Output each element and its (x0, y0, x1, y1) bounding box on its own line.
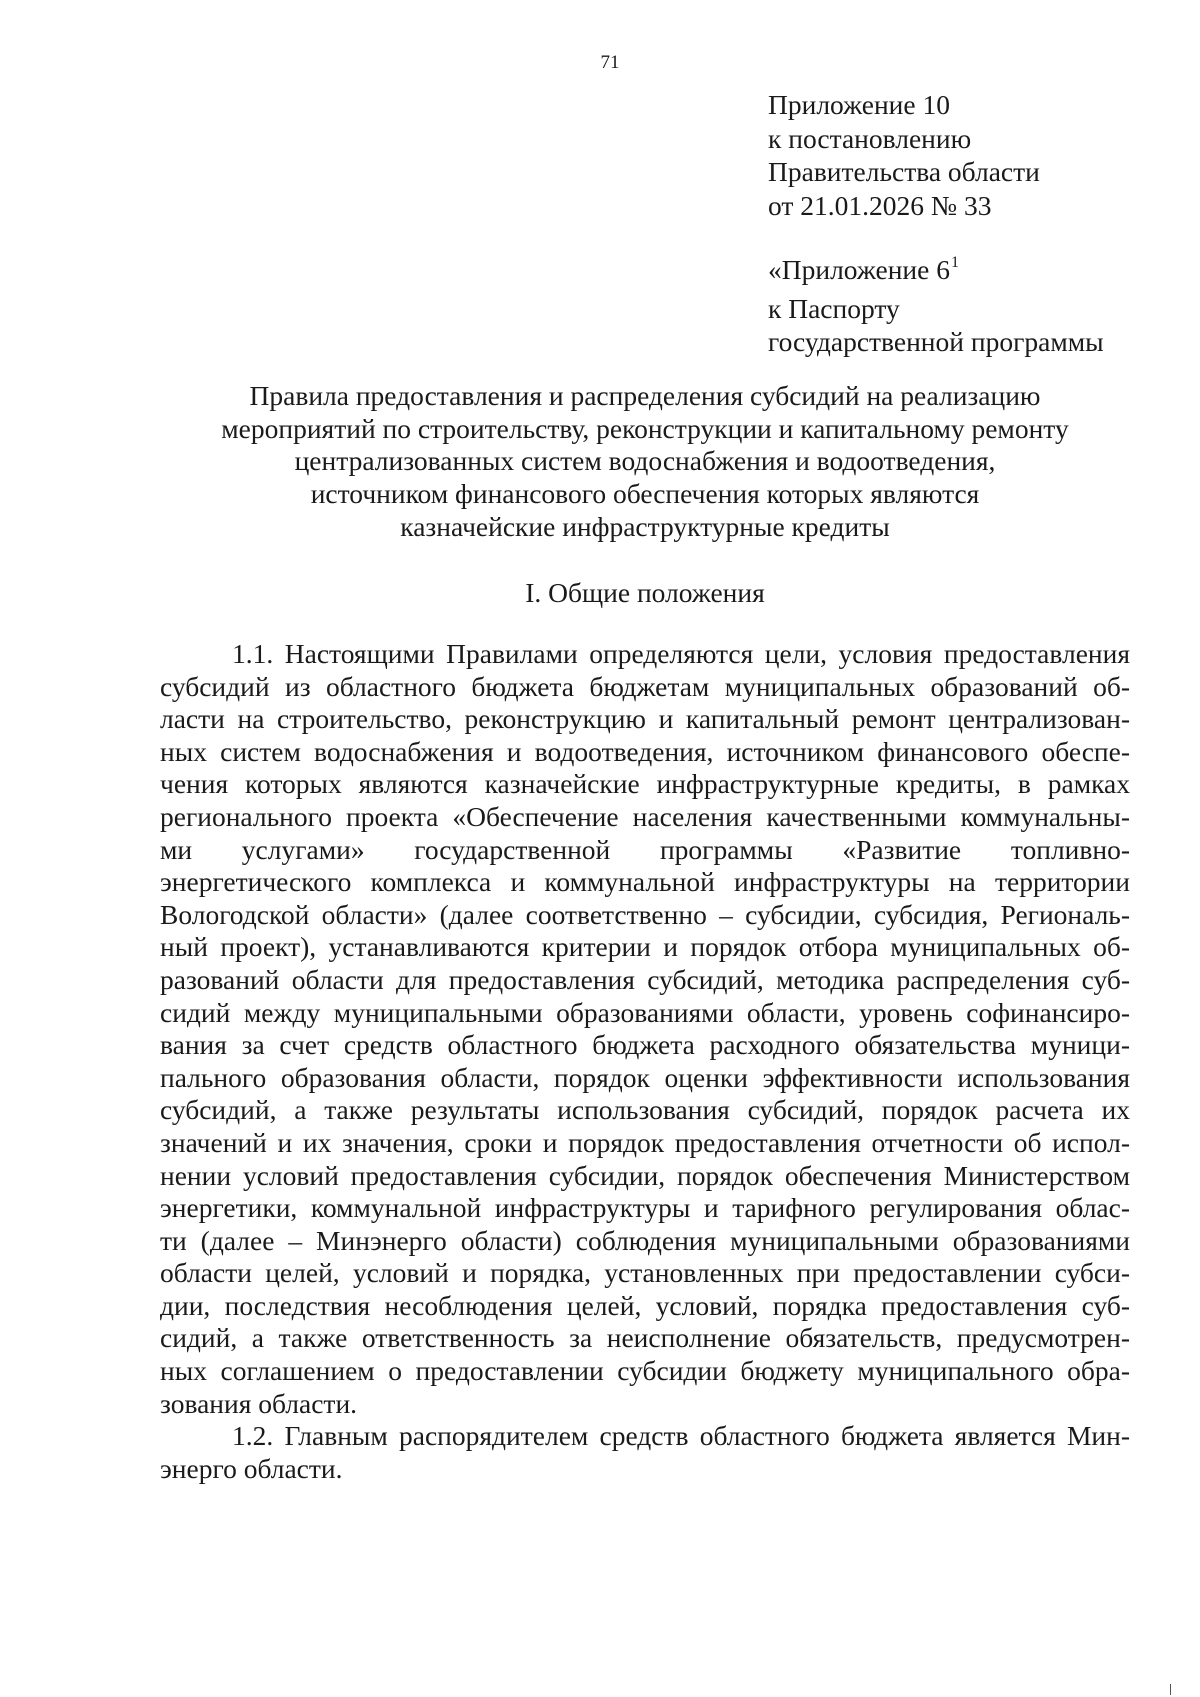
paragraph-line: энергетики, коммунальной инфраструктуры и тарифного регулирования облас- (160, 1192, 1130, 1224)
paragraph-line: регионального проекта «Обеспечение населения качественными коммунальны- (160, 800, 1130, 832)
superscript: 1 (950, 254, 959, 271)
paragraph-line: дии, последствия несоблюдения целей, условий, порядка предоставления суб- (160, 1289, 1130, 1321)
title-line: Правила предоставления и распределения субсидий на реализацию (249, 380, 1041, 411)
paragraph-line: сидий между муниципальными образованиями области, уровень софинансиро- (160, 996, 1130, 1028)
paragraph-line: энерго области. (160, 1452, 343, 1484)
appendix-block (768, 88, 1040, 222)
paragraph-line: нении условий предоставления субсидии, порядок обеспечения Министерством (160, 1159, 1130, 1191)
title-line: казначейские инфраструктурные кредиты (400, 510, 890, 542)
appendix-line: Приложение 10 (768, 89, 950, 120)
paragraph-line: ти (далее – Минэнерго области) соблюдения муниципальными образованиями (160, 1224, 1130, 1256)
scan-mark (1170, 1684, 1171, 1695)
paragraph-line: сидий, а также ответственность за неисполнение обязательств, предусмотрен- (160, 1322, 1130, 1354)
paragraph-line: области целей, условий и порядка, установленных при предоставлении субси- (160, 1257, 1130, 1289)
paragraph-line: вания за счет средств областного бюджета расходного обязательства муници- (160, 1029, 1130, 1061)
body-text (160, 638, 1130, 1485)
paragraph-1-1 (160, 638, 1130, 1420)
paragraph-line: энергетического комплекса и коммунальной инфраструктуры на территории (160, 866, 1130, 898)
paragraph-1-2 (160, 1420, 1130, 1485)
paragraph-line: ных систем водоснабжения и водоотведения, источником финансового обеспе- (160, 735, 1130, 767)
paragraph-line: ный проект), устанавливаются критерии и порядок отбора муниципальных об- (160, 931, 1130, 963)
title-line: источником финансового обеспечения которых являются (310, 478, 980, 510)
previous-appendix-line: государственной программы (768, 326, 1104, 357)
previous-appendix-line (768, 253, 1104, 292)
section-heading: I. Общие положения (525, 577, 765, 608)
previous-appendix-line: к Паспорту (768, 292, 900, 324)
paragraph-line: значений и их значения, сроки и порядок предоставления отчетности об испол- (160, 1126, 1130, 1158)
paragraph-line: ных соглашением о предоставлении субсидии бюджету муниципального обра- (160, 1355, 1130, 1387)
paragraph-line: 1.2. Главным распорядителем средств областного бюджета является Мин- (232, 1420, 1130, 1452)
appendix-line: Правительства области (768, 156, 1040, 187)
document-title (160, 380, 1130, 544)
paragraph-line: пального образования области, порядок оценки эффективности использования (160, 1061, 1130, 1093)
appendix-line: от 21.01.2026 № 33 (768, 189, 992, 221)
page-number: 71 (600, 52, 620, 73)
previous-appendix-block (768, 253, 1104, 359)
paragraph-line: ми услугами» государственной программы «Развитие топливно- (160, 833, 1130, 865)
paragraph-line: Вологодской области» (далее соответственно – субсидии, субсидия, Региональ- (160, 898, 1130, 930)
previous-appendix-first-line: «Приложение 6 (768, 254, 950, 285)
paragraph-line: зования области. (160, 1387, 358, 1419)
paragraph-line: ласти на строительство, реконструкцию и капитальный ремонт централизован- (160, 703, 1130, 735)
appendix-line: к постановлению (768, 122, 972, 154)
paragraph-line: субсидий из областного бюджета бюджетам муниципальных образований об- (160, 670, 1130, 702)
paragraph-line: чения которых являются казначейские инфраструктурные кредиты, в рамках (160, 768, 1130, 800)
title-line: централизованных систем водоснабжения и водоотведения, (294, 445, 996, 477)
title-line: мероприятий по строительству, реконструкции и капитальному ремонту (221, 412, 1069, 444)
paragraph-line: субсидий, а также результаты использования субсидий, порядок расчета их (160, 1094, 1130, 1126)
paragraph-line: разований области для предоставления субсидий, методика распределения суб- (160, 963, 1130, 995)
paragraph-line: 1.1. Настоящими Правилами определяются цели, условия предоставления (232, 638, 1130, 669)
